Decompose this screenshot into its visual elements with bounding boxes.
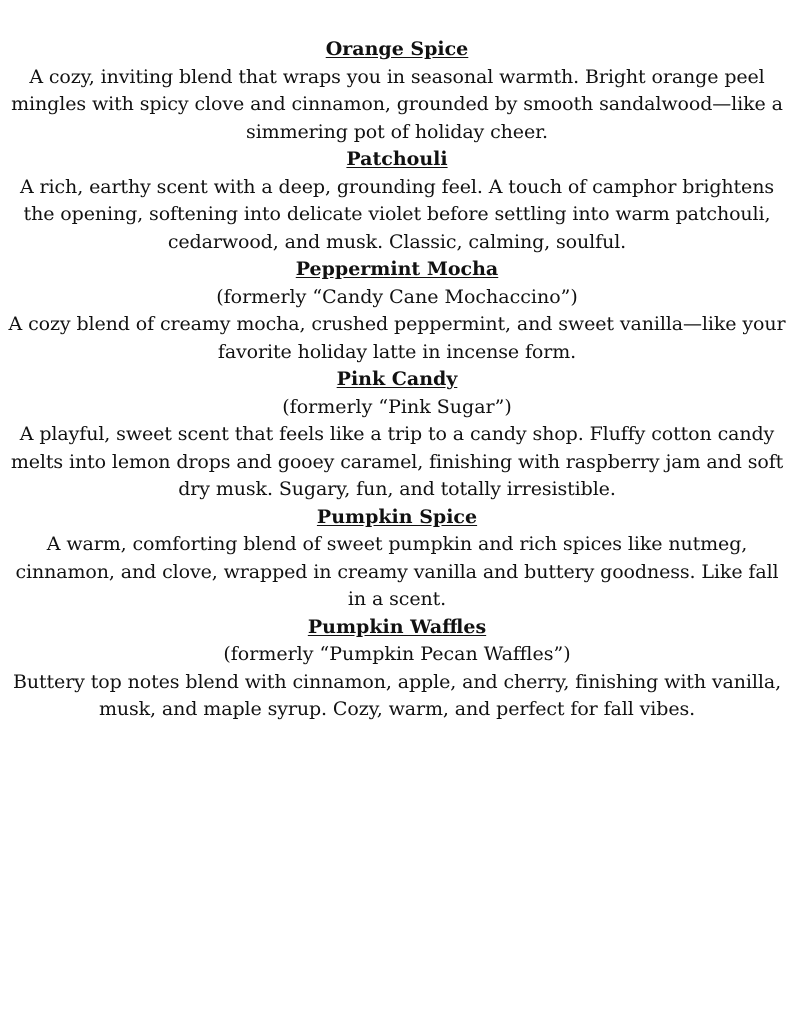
scent-description: A playful, sweet scent that feels like a trip to a candy shop. Fluffy cotton candy melts into lemon drops and gooey caramel, finishing with raspberry jam and soft dry musk. Sugary, fun, and totally irresistible. xyxy=(10,423,784,500)
scent-title: Pumpkin Waffles xyxy=(307,615,487,638)
scent-description: A warm, comforting blend of sweet pumpkin and rich spices like nutmeg, cinnamon, and clove, wrapped in creamy vanilla and buttery goodness. Like fall in a scent. xyxy=(15,533,779,610)
scent-former-name: (formerly “Pink Sugar”) xyxy=(282,395,512,418)
scent-entry-pumpkin-spice xyxy=(8,504,786,614)
scent-entry-pink-candy xyxy=(8,366,786,504)
scent-title: Peppermint Mocha xyxy=(295,258,499,280)
scent-entry-patchouli xyxy=(8,146,786,256)
scent-title: Pumpkin Spice xyxy=(316,505,478,528)
scent-description: A rich, earthy scent with a deep, grounding feel. A touch of camphor brightens the opening, softening into delicate violet before settling into warm patchouli, cedarwood, and musk. Classic, calming, soulful. xyxy=(20,175,774,253)
scent-description: A cozy blend of creamy mocha, crushed peppermint, and sweet vanilla—like your favorite holiday latte in incense form. xyxy=(8,313,786,363)
scent-entry-pumpkin-waffles xyxy=(8,614,786,724)
scent-entry-peppermint-mocha xyxy=(8,256,786,366)
scent-title: Patchouli xyxy=(346,148,448,170)
scent-description: A cozy, inviting blend that wraps you in seasonal warmth. Bright orange peel mingles with spicy clove and cinnamon, grounded by smooth sandalwood—like a simmering pot of holiday cheer. xyxy=(11,65,783,143)
scent-former-name: (formerly “Pumpkin Pecan Waffles”) xyxy=(223,643,571,665)
scent-title: Orange Spice xyxy=(325,38,469,60)
scent-title: Pink Candy xyxy=(336,368,458,390)
scent-description: Buttery top notes blend with cinnamon, apple, and cherry, finishing with vanilla, musk, and maple syrup. Cozy, warm, and perfect for fall vibes. xyxy=(12,670,782,720)
scent-former-name: (formerly “Candy Cane Mochaccino”) xyxy=(216,285,578,308)
scent-entry-orange-spice xyxy=(8,36,786,146)
